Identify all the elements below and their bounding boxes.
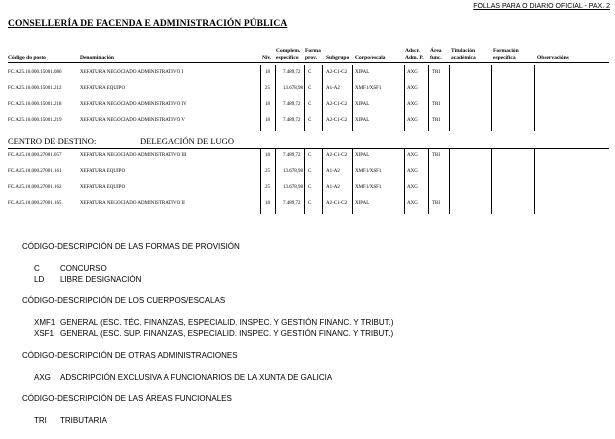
cell-denominacion: XEFATURA NEGOCIADO ADMINISTRATIVO I [80, 70, 184, 75]
cell-codigo: FC.A25.10.000.15001.219 [8, 118, 62, 123]
cell-forma: C [308, 102, 312, 107]
cell-corpo: XIPAL [355, 201, 370, 206]
col-formacion-2: específica [493, 55, 516, 61]
section2-column-divider [304, 148, 305, 214]
cell-forma: C [308, 86, 312, 91]
section1-column-divider [449, 65, 450, 131]
col-niv: Niv. [262, 55, 272, 61]
cell-denominacion: XEFATURA EQUIPO [80, 169, 126, 174]
cell-complem: 13.678,98 [283, 86, 303, 91]
cell-denominacion: XEFATURA EQUIPO [80, 185, 126, 190]
legend-provision-desc-2: LIBRE DESIGNACIÓN [60, 275, 142, 284]
section1-column-divider [352, 65, 353, 131]
legend-admin-code-1: AXG [34, 373, 51, 382]
cell-denominacion: XEFATURA NEGOCIADO ADMINISTRATIVO II [80, 201, 185, 206]
legend-cuerpos-title: CÓDIGO-DESCRIPCIÓN DE LOS CUERPOS/ESCALAS [22, 296, 226, 305]
col-titulacion-2: académica [451, 55, 476, 61]
section1-column-divider [491, 65, 492, 131]
col-formacion-1: Formación [493, 48, 519, 54]
cell-forma: C [308, 201, 312, 206]
legend-cuerpos-code-1: XMF1 [34, 318, 56, 327]
cell-complem: 13.678,98 [283, 169, 303, 174]
cell-complem: 7.489,72 [283, 118, 301, 123]
col-forma-2: prov. [305, 55, 317, 61]
department-title: CONSELLERÍA DE FACENDA E ADMINISTRACIÓN PÚBLICA [8, 19, 288, 29]
cell-complem: 13.678,98 [283, 185, 303, 190]
header-rule [8, 62, 609, 63]
col-observaciones: Observacións [537, 55, 569, 61]
cell-niv: 18 [265, 102, 270, 107]
cell-forma: C [308, 70, 312, 75]
cell-area: TRI [432, 201, 441, 206]
cell-forma: C [308, 153, 312, 158]
col-subgrupo: Subgrupo [326, 55, 350, 61]
cell-forma: C [308, 118, 312, 123]
section2-column-divider [275, 148, 276, 214]
legend-provision-code-1: C [34, 264, 40, 273]
col-area-1: Área [430, 48, 442, 54]
cell-codigo: FC.A25.10.000.27001.161 [8, 169, 62, 174]
destination-rule [8, 148, 609, 149]
cell-complem: 7.489,72 [283, 153, 301, 158]
cell-denominacion: XEFATURA NEGOCIADO ADMINISTRATIVO V [80, 118, 185, 123]
cell-codigo: FC.A25.10.000.27001.057 [8, 153, 62, 158]
cell-subgrupo: A2-C1-C2 [326, 70, 348, 75]
cell-niv: 18 [265, 153, 270, 158]
destination-value: DELEGACIÓN DE LUGO [140, 136, 234, 146]
section2-column-divider [449, 148, 450, 214]
col-adscr-2: Adm. P. [405, 55, 424, 61]
cell-corpo: XMF1/XSF1 [355, 169, 382, 174]
cell-adscr: AXG [407, 153, 418, 158]
cell-denominacion: XEFATURA EQUIPO [80, 86, 126, 91]
col-denominacion: Denominación [80, 55, 114, 61]
page-header-label: FOLLAS PARA O DIARIO OFICIAL - PAX. 2 [473, 3, 610, 10]
section2-column-divider [322, 148, 323, 214]
cell-corpo: XIPAL [355, 70, 370, 75]
cell-complem: 7.489,72 [283, 102, 301, 107]
cell-niv: 18 [265, 118, 270, 123]
legend-provision-title: CÓDIGO-DESCRIPCIÓN DE LAS FORMAS DE PROVISIÓN [22, 242, 240, 251]
cell-denominacion: XEFATURA NEGOCIADO ADMINISTRATIVO III [80, 153, 187, 158]
cell-adscr: AXG [407, 86, 418, 91]
col-codigo: Código do posto [8, 55, 46, 61]
cell-niv: 25 [265, 169, 270, 174]
cell-corpo: XIPAL [355, 118, 370, 123]
cell-adscr: AXG [407, 169, 418, 174]
cell-complem: 7.489,72 [283, 70, 301, 75]
destination-label: CENTRO DE DESTINO: [8, 136, 97, 146]
cell-codigo: FC.A25.10.000.27001.162 [8, 185, 62, 190]
section2-column-divider [260, 148, 261, 214]
col-complem-2: específico [276, 55, 299, 61]
cell-codigo: FC.A25.10.000.15001.218 [8, 102, 62, 107]
cell-adscr: AXG [407, 201, 418, 206]
section1-column-divider [404, 65, 405, 131]
col-forma-1: Forma [305, 48, 321, 54]
cell-subgrupo: A1-A2 [326, 185, 340, 190]
legend-provision-code-2: LD [34, 275, 45, 284]
cell-codigo: FC.A25.10.000.27001.165 [8, 201, 62, 206]
cell-subgrupo: A2-C1-C2 [326, 153, 348, 158]
cell-subgrupo: A1-A2 [326, 86, 340, 91]
col-complem-1: Complem. [276, 48, 301, 54]
col-corpo: Corpo/escala [355, 55, 386, 61]
section1-column-divider [534, 65, 535, 131]
cell-adscr: AXG [407, 118, 418, 123]
section2-column-divider [352, 148, 353, 214]
legend-areas-title: CÓDIGO-DESCRIPCIÓN DE LAS ÁREAS FUNCIONALES [22, 394, 232, 403]
col-area-2: func. [430, 55, 442, 61]
cell-area: TRI [432, 153, 441, 158]
cell-adscr: AXG [407, 185, 418, 190]
legend-admin-title: CÓDIGO-DESCRIPCIÓN DE OTRAS ADMINISTRACIONES [22, 351, 238, 360]
section2-column-divider [491, 148, 492, 214]
section2-column-divider [404, 148, 405, 214]
legend-cuerpos-code-2: XSF1 [34, 329, 55, 338]
cell-subgrupo: A2-C1-C2 [326, 118, 348, 123]
section1-column-divider [428, 65, 429, 131]
legend-admin-desc-1: ADSCRIPCIÓN EXCLUSIVA A FUNCIONARIOS DE LA XUNTA DE GALICIA [60, 373, 333, 382]
cell-forma: C [308, 169, 312, 174]
cell-niv: 25 [265, 185, 270, 190]
cell-area: TRI [432, 102, 441, 107]
section1-column-divider [260, 65, 261, 131]
section2-column-divider [428, 148, 429, 214]
cell-niv: 18 [265, 201, 270, 206]
cell-forma: C [308, 185, 312, 190]
cell-denominacion: XEFATURA NEGOCIADO ADMINISTRATIVO IV [80, 102, 187, 107]
legend-areas-desc-1: TRIBUTARIA [60, 416, 107, 425]
cell-subgrupo: A1-A2 [326, 169, 340, 174]
cell-niv: 18 [265, 70, 270, 75]
col-titulacion-1: Titulación [451, 48, 476, 54]
cell-codigo: FC.A25.10.000.15001.212 [8, 86, 62, 91]
cell-complem: 7.489,72 [283, 201, 301, 206]
section2-column-divider [534, 148, 535, 214]
cell-subgrupo: A2-C1-C2 [326, 201, 348, 206]
cell-area: TRI [432, 118, 441, 123]
legend-areas-code-1: TRI [34, 416, 47, 425]
legend-cuerpos-desc-1: GENERAL (ESC. TÉC. FINANZAS, ESPECIALID. INSPEC. Y GESTIÓN FINANC. Y TRIBUT.) [60, 318, 394, 327]
col-adscr-1: Adscr. [405, 48, 420, 54]
cell-codigo: FC.A25.10.000.15001.080 [8, 70, 62, 75]
cell-corpo: XIPAL [355, 153, 370, 158]
cell-corpo: XMF1/XSF1 [355, 185, 382, 190]
cell-corpo: XMF1/XSF1 [355, 86, 382, 91]
section1-column-divider [304, 65, 305, 131]
section1-column-divider [322, 65, 323, 131]
cell-subgrupo: A2-C1-C2 [326, 102, 348, 107]
cell-adscr: AXG [407, 70, 418, 75]
legend-provision-desc-1: CONCURSO [60, 264, 107, 273]
cell-niv: 25 [265, 86, 270, 91]
legend-cuerpos-desc-2: GENERAL (ESC. SUP. FINANZAS, ESPECIALID. INSPEC. Y GESTIÓN FINANC. Y TRIBUT.) [60, 329, 394, 338]
cell-area: TRI [432, 70, 441, 75]
cell-corpo: XIPAL [355, 102, 370, 107]
cell-adscr: AXG [407, 102, 418, 107]
section1-column-divider [275, 65, 276, 131]
